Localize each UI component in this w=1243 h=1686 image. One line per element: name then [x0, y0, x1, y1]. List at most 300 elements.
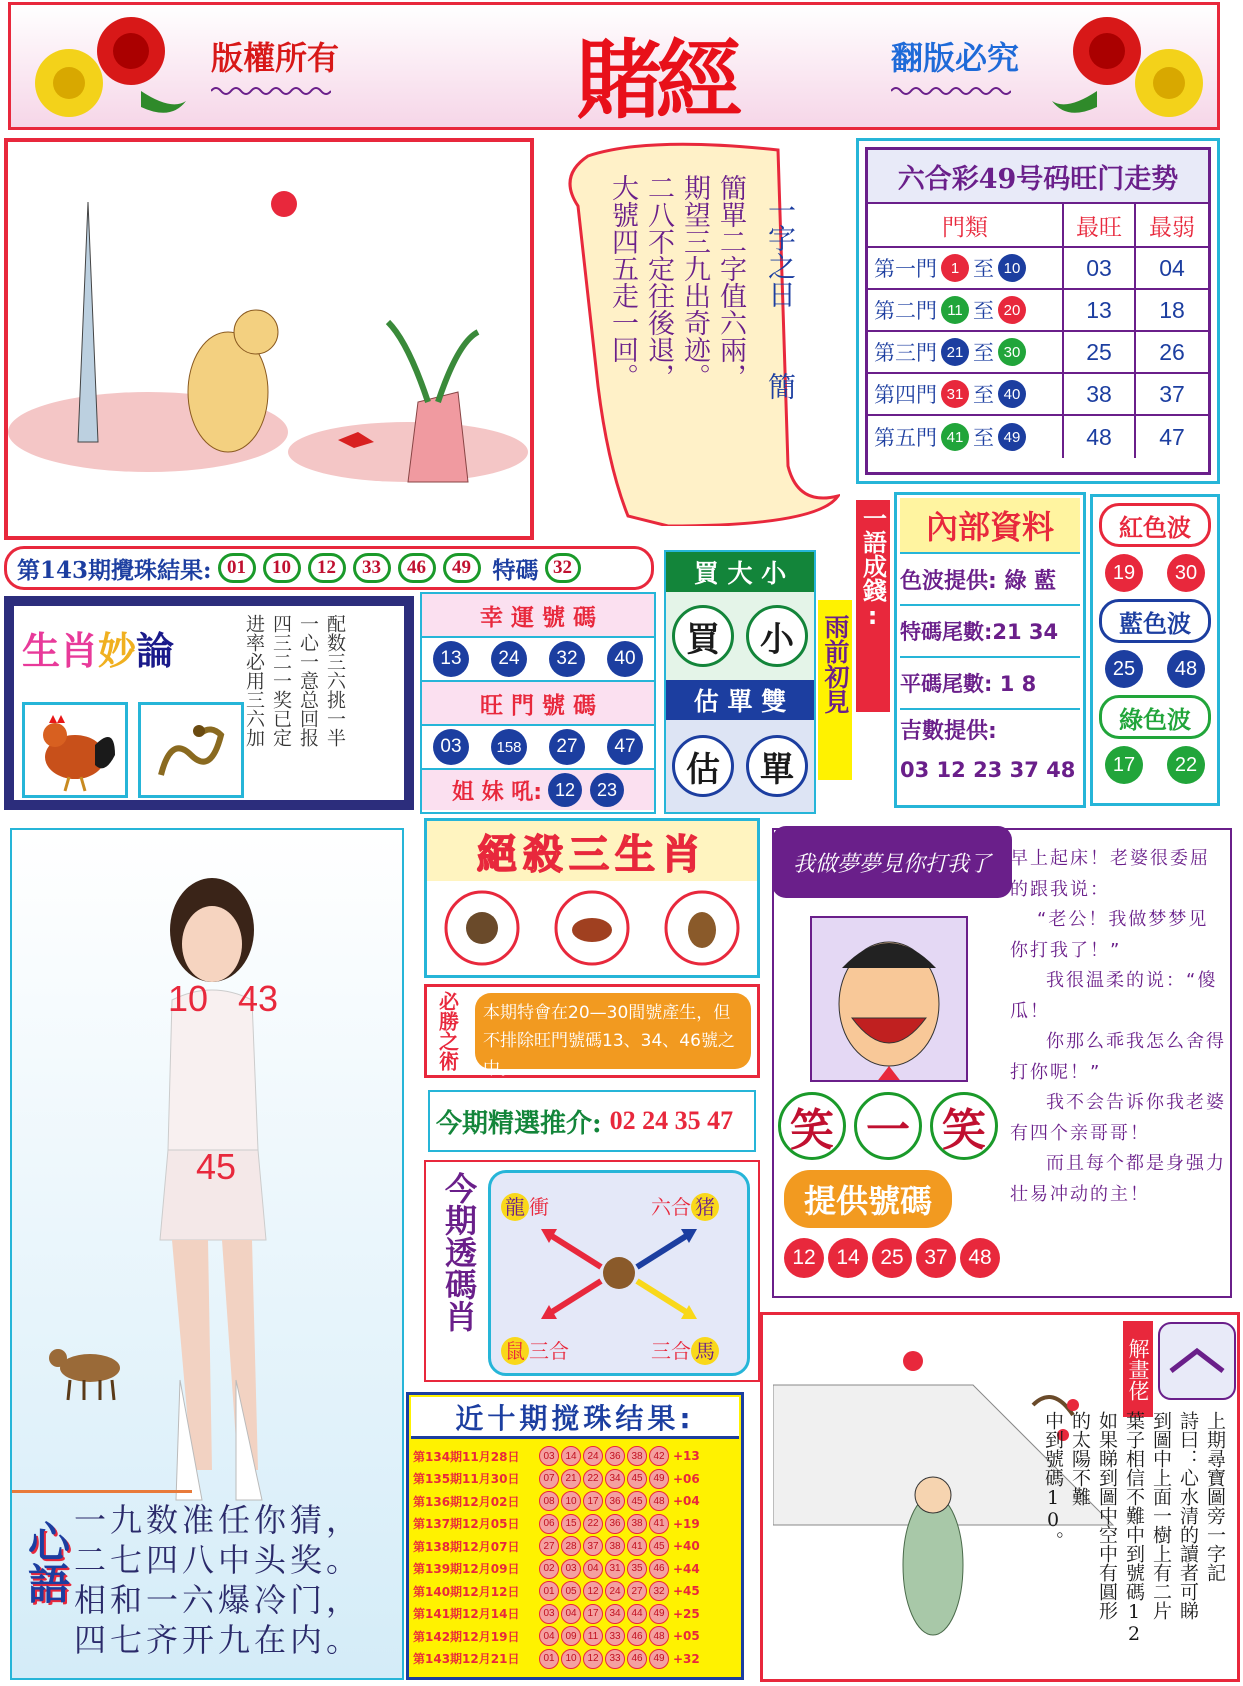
range-from-ball: 11	[941, 296, 969, 324]
recent-ball: 46	[649, 1559, 669, 1579]
recent-ball: 45	[649, 1536, 669, 1556]
recent-ball: 09	[561, 1626, 581, 1646]
joke-line: 我不会告诉你我老婆有四个亲哥哥！	[1010, 1092, 1226, 1144]
internal-title: 內部資料	[900, 498, 1080, 552]
kill-three-images	[427, 881, 757, 975]
recent-rows	[409, 1441, 741, 1674]
recent-ball: 46	[627, 1649, 647, 1669]
recent-ball: 17	[583, 1604, 603, 1624]
recent-row	[413, 1468, 737, 1491]
door-cold: 37	[1159, 380, 1185, 407]
door-hot: 25	[1064, 332, 1136, 372]
lucky-balls	[422, 638, 654, 682]
piracy-label: 翻版必究	[891, 39, 1020, 77]
recent-special: +04	[673, 1494, 700, 1509]
zodiac-direction-label: 今期透碼肖	[440, 1172, 478, 1332]
result-ball: 49	[443, 553, 481, 583]
monkey-illustration	[8, 142, 530, 536]
doors-table-title: 六合彩49号码旺门走势	[868, 150, 1208, 204]
laugh-ball: 笑	[930, 1092, 998, 1160]
recent-ball: 14	[561, 1446, 581, 1466]
copyright-label: 版權所有	[211, 39, 340, 77]
recent-ball: 10	[561, 1491, 581, 1511]
scroll-line-1: 簡單二字值六兩，	[715, 174, 746, 390]
heart-line: 一九数准任你猜，	[74, 1501, 363, 1539]
joke-panel	[772, 828, 1232, 1298]
win-tip-panel	[424, 984, 760, 1078]
recent-ball: 06	[539, 1514, 559, 1534]
provide-label: 提供號碼	[784, 1170, 952, 1228]
recent-ball: 36	[605, 1446, 625, 1466]
lucky-ball: 24	[491, 641, 527, 677]
doors-row	[868, 332, 1208, 374]
scroll-line-4: 大號四五走一回。	[607, 174, 638, 390]
range-to-ball: 10	[998, 254, 1026, 282]
special-label: 特碼	[492, 556, 539, 584]
internal-line-5: 03 12 23 37 48	[900, 758, 1076, 782]
dragon-image	[138, 702, 244, 798]
recent-ball: 33	[605, 1626, 625, 1646]
puzzle-text	[1039, 1411, 1228, 1677]
internal-line-1: 色波提供: 綠 藍	[900, 552, 1080, 604]
zodiac-panel	[4, 596, 414, 810]
col-cold: 最弱	[1149, 214, 1195, 241]
recent-ball: 34	[605, 1604, 625, 1624]
recent-ball: 28	[561, 1536, 581, 1556]
joke-line: 我很温柔的说：“傻瓜！	[1010, 970, 1218, 1022]
puzzle-line: 詩曰：心水清的讀者可睇	[1177, 1411, 1199, 1620]
recent-ball: 10	[561, 1649, 581, 1669]
scroll-line-2: 期望三九出奇迹。	[679, 174, 710, 390]
recent-ball: 45	[627, 1469, 647, 1489]
picture-puzzle-panel	[760, 1312, 1240, 1682]
internal-line-2: 特碼尾數:21 34	[900, 604, 1080, 656]
scroll-line-3: 二八不定往後退，	[643, 174, 674, 390]
dir-relation: 六合	[651, 1195, 691, 1219]
big-small-balls	[666, 592, 814, 680]
recent-ball: 03	[539, 1604, 559, 1624]
recent-ball: 05	[561, 1581, 581, 1601]
dir-zodiac: 龍	[501, 1193, 529, 1221]
recent-ball: 42	[649, 1446, 669, 1466]
range-from-ball: 1	[941, 254, 969, 282]
blue-wave-balls	[1093, 643, 1217, 695]
buy-ball: 買	[672, 605, 734, 667]
doors-row	[868, 416, 1208, 458]
zodiac-title-b: 妙	[98, 628, 137, 673]
recent-ball: 36	[605, 1514, 625, 1534]
dir-bottom-right	[651, 1335, 719, 1364]
model-number-2: 43	[238, 978, 279, 1019]
odd-even-title: 估 單 雙	[666, 680, 814, 720]
result-label: 第143期攪珠結果:	[17, 556, 212, 584]
recent-ball: 37	[583, 1536, 603, 1556]
door-cold: 47	[1159, 423, 1185, 450]
puzzle-line: 葉子相信不難中到號碼12	[1123, 1411, 1145, 1645]
internal-data-panel	[894, 492, 1086, 808]
direction-board	[488, 1170, 750, 1376]
range-to-ball: 20	[998, 296, 1026, 324]
recent-ball: 35	[627, 1559, 647, 1579]
model-number-1: 10	[168, 978, 209, 1019]
monkey-icon	[662, 888, 742, 968]
zodiac-inner	[14, 606, 404, 800]
col-hot: 最旺	[1064, 204, 1136, 246]
heart-line: 四七齐开九在内。	[74, 1621, 363, 1659]
recent-ball: 22	[583, 1469, 603, 1489]
door-hot: 13	[1064, 290, 1136, 330]
provide-ball: 25	[872, 1238, 912, 1278]
result-balls	[218, 553, 481, 583]
win-tip-text: 本期特會在20—30間號產生，但不排除旺門號碼13、34、46號之中。	[475, 993, 751, 1069]
joke-line: 你那么乖我怎么舍得打你呢！”	[1010, 1031, 1226, 1083]
door-hot: 03	[1064, 248, 1136, 288]
joke-line: “老公！我做梦梦见你打我了！”	[1010, 909, 1209, 961]
doors-row-range	[868, 374, 1064, 414]
range-to-label: 至	[973, 341, 994, 365]
odd-even-balls	[666, 720, 814, 812]
recent-ball: 38	[627, 1514, 647, 1534]
rooster-icon	[25, 705, 125, 795]
recent-row	[413, 1625, 737, 1648]
idiom-panel	[856, 500, 890, 712]
recent-period: 第137期12月05日	[413, 1517, 520, 1532]
door-name: 第二門	[874, 299, 937, 323]
internal-line-4: 吉數提供:	[900, 708, 1080, 748]
recent-special: +32	[673, 1651, 700, 1666]
idiom-label: 一語成錢:	[858, 506, 887, 630]
range-to-label: 至	[973, 383, 994, 407]
puzzle-line: 的太陽不難	[1069, 1411, 1091, 1506]
recent-ball: 27	[627, 1581, 647, 1601]
heart-poem	[74, 1500, 362, 1660]
blue-wave-label: 藍色波	[1099, 599, 1211, 643]
recent-ball: 22	[583, 1514, 603, 1534]
recent-period: 第138期12月07日	[413, 1539, 520, 1554]
doors-row-range	[868, 416, 1064, 458]
recent-ball: 17	[583, 1491, 603, 1511]
recent-ball: 15	[561, 1514, 581, 1534]
kill-three-title: 絕殺三生肖	[427, 821, 757, 881]
col-door: 門類	[868, 204, 1064, 246]
zodiac-title	[22, 620, 174, 675]
recent-ball: 36	[605, 1491, 625, 1511]
dragon-icon	[141, 705, 241, 795]
range-to-label: 至	[973, 257, 994, 281]
guess-ball: 估	[672, 735, 734, 797]
range-from-ball: 41	[941, 423, 969, 451]
idiom-text: 雨前初見	[821, 614, 850, 714]
kill-three-panel	[424, 818, 760, 978]
lucky-numbers-panel	[420, 592, 656, 814]
wave-ball: 19	[1105, 554, 1143, 592]
recent-ball: 03	[539, 1446, 559, 1466]
lucky-ball: 13	[433, 641, 469, 677]
heart-line: 二七四八中头奖。	[74, 1541, 363, 1579]
wave-line	[211, 85, 331, 97]
cartoon-face	[810, 916, 968, 1082]
recent-ball: 12	[583, 1649, 603, 1669]
recent-row	[413, 1558, 737, 1581]
model-number-3: 45	[196, 1146, 237, 1187]
recent-special: +45	[673, 1584, 700, 1599]
recent-ball: 27	[539, 1536, 559, 1556]
hot-title: 旺 門 號 碼	[422, 682, 654, 726]
provide-ball: 48	[960, 1238, 1000, 1278]
recent-ball: 02	[539, 1559, 559, 1579]
doors-table-panel	[856, 138, 1220, 484]
recent-ball: 34	[605, 1469, 625, 1489]
recent-ball: 11	[583, 1626, 603, 1646]
page-title: 賭經	[576, 30, 736, 131]
recent-ball: 48	[649, 1491, 669, 1511]
recent-ball: 07	[539, 1469, 559, 1489]
zodiac-poem-line: 四三二一奖已定	[270, 614, 292, 747]
big-small-panel	[664, 550, 816, 814]
recent-ball: 31	[605, 1559, 625, 1579]
monkey-icon	[442, 888, 522, 968]
recent-period: 第142期12月19日	[413, 1629, 520, 1644]
goat-icon	[40, 1328, 140, 1408]
dir-top-right	[651, 1191, 719, 1220]
recent-row	[413, 1648, 737, 1671]
heart-label	[16, 1520, 71, 1604]
doors-row-range	[868, 290, 1064, 330]
range-to-ball: 30	[998, 338, 1026, 366]
recent-row	[413, 1535, 737, 1558]
recent-ball: 24	[583, 1446, 603, 1466]
rooster-image	[22, 702, 128, 798]
recent-period: 第139期12月09日	[413, 1562, 520, 1577]
recent-ball: 33	[605, 1649, 625, 1669]
green-wave-balls	[1093, 739, 1217, 791]
puzzle-line: 中到號碼10。	[1042, 1411, 1064, 1550]
doors-row	[868, 290, 1208, 332]
dir-relation: 衝	[529, 1195, 549, 1219]
provide-ball: 37	[916, 1238, 956, 1278]
recent-period: 第134期11月28日	[413, 1449, 520, 1464]
range-from-ball: 21	[941, 338, 969, 366]
laugh-ball: 一	[854, 1092, 922, 1160]
recent-ball: 12	[583, 1581, 603, 1601]
big-small-title: 買 大 小	[666, 552, 814, 592]
monkey-picture	[4, 138, 534, 540]
provide-ball: 14	[828, 1238, 868, 1278]
recent-ball: 49	[649, 1649, 669, 1669]
dir-relation: 三合	[529, 1339, 569, 1363]
scroll-poem	[548, 136, 840, 526]
recent-special: +05	[673, 1629, 700, 1644]
joke-text	[1010, 844, 1228, 1210]
wave-line	[891, 85, 1011, 97]
red-wave-label: 紅色波	[1099, 503, 1211, 547]
puzzle-line: 到圖中上面一樹上有二片	[1150, 1411, 1172, 1620]
range-to-ball: 40	[998, 380, 1026, 408]
heart-line: 相和一六爆冷门，	[74, 1581, 363, 1619]
recent-ball: 04	[539, 1626, 559, 1646]
recent-special: +06	[673, 1471, 700, 1486]
recent-ball: 32	[649, 1581, 669, 1601]
sister-balls	[548, 773, 624, 807]
recent-ball: 44	[627, 1604, 647, 1624]
result-ball: 10	[263, 553, 301, 583]
wave-ball: 30	[1167, 554, 1205, 592]
rose-icon	[1047, 11, 1217, 125]
recent-row	[413, 1513, 737, 1536]
sister-row	[422, 770, 654, 810]
door-name: 第四門	[874, 383, 937, 407]
zodiac-direction-panel	[424, 1160, 760, 1382]
small-ball: 小	[746, 605, 808, 667]
provide-ball: 12	[784, 1238, 824, 1278]
green-wave-label: 綠色波	[1099, 695, 1211, 739]
lucky-ball: 40	[607, 641, 643, 677]
doors-row	[868, 374, 1208, 416]
recent-ball: 01	[539, 1649, 559, 1669]
recent-ball: 38	[605, 1536, 625, 1556]
model-panel	[10, 828, 404, 1680]
recent-special: +40	[673, 1539, 700, 1554]
recent-ball: 41	[649, 1514, 669, 1534]
lucky-title: 幸 運 號 碼	[422, 594, 654, 638]
wave-ball: 17	[1105, 746, 1143, 784]
dir-top-left	[501, 1191, 549, 1220]
wave-ball: 25	[1105, 650, 1143, 688]
doors-row-range	[868, 248, 1064, 288]
doors-row	[868, 248, 1208, 290]
rose-left-image	[21, 11, 191, 125]
result-ball: 01	[218, 553, 256, 583]
wave-ball: 48	[1167, 650, 1205, 688]
recent-special: +44	[673, 1561, 700, 1576]
laughing-face-icon	[812, 918, 966, 1080]
recent-ball: 24	[605, 1581, 625, 1601]
sister-ball: 12	[548, 773, 582, 807]
hot-balls	[422, 726, 654, 770]
recent-ball: 46	[627, 1626, 647, 1646]
zodiac-title-a: 生肖	[22, 628, 99, 673]
header-banner	[8, 2, 1220, 130]
recent-row	[413, 1445, 737, 1468]
sister-label: 姐 妹 吼:	[451, 779, 543, 805]
recent-ball: 49	[649, 1604, 669, 1624]
door-cold: 26	[1159, 338, 1185, 365]
door-name: 第一門	[874, 257, 937, 281]
recent-special: +25	[673, 1606, 700, 1621]
door-cold: 18	[1159, 296, 1185, 323]
laugh-ball: 笑	[778, 1092, 846, 1160]
range-to-label: 至	[973, 426, 994, 450]
win-tip-label: 必勝之術	[435, 991, 460, 1071]
dir-bottom-left	[501, 1335, 569, 1364]
hot-ball: 03	[433, 729, 469, 765]
zodiac-poem-line: 一心一意总回报	[297, 614, 319, 747]
result-ball: 33	[353, 553, 391, 583]
joke-line: 早上起床！老婆很委屈的跟我说：	[1010, 848, 1210, 900]
dir-zodiac: 馬	[691, 1337, 719, 1365]
recent-ball: 38	[627, 1446, 647, 1466]
provide-balls	[784, 1238, 1000, 1278]
ox-icon	[552, 888, 632, 968]
puzzle-line: 如果睇到圖中空中有圓形	[1096, 1411, 1118, 1620]
heart-divider	[12, 1490, 192, 1493]
puzzle-label: 解畫佬	[1123, 1321, 1153, 1417]
recent-special: +13	[673, 1449, 700, 1464]
zodiac-title-c: 論	[136, 628, 175, 673]
wave-ball: 22	[1167, 746, 1205, 784]
hot-ball: 158	[491, 729, 527, 765]
door-hot: 38	[1064, 374, 1136, 414]
recent-row	[413, 1603, 737, 1626]
rose-right-image	[1047, 11, 1217, 125]
laugh-row	[778, 1092, 998, 1160]
hot-ball: 27	[549, 729, 585, 765]
red-wave-balls	[1093, 547, 1217, 599]
special-ball: 32	[545, 553, 581, 583]
recent-ball: 48	[649, 1626, 669, 1646]
dir-zodiac: 鼠	[501, 1337, 529, 1365]
result-bar	[4, 546, 654, 590]
heart-label-text: 心語	[22, 1520, 71, 1604]
lucky-ball: 32	[549, 641, 585, 677]
pick-panel	[428, 1090, 756, 1152]
doors-table-frame	[865, 147, 1211, 475]
dir-relation: 三合	[651, 1339, 691, 1363]
pick-numbers: 02 24 35 47	[609, 1106, 734, 1135]
recent-ball: 04	[561, 1604, 581, 1624]
door-hot: 48	[1064, 416, 1136, 458]
hot-ball: 47	[607, 729, 643, 765]
recent-period: 第140期12月12日	[413, 1584, 520, 1599]
recent-period: 第143期12月21日	[413, 1652, 520, 1667]
scroll-title: 一字之日	[764, 196, 797, 308]
recent-period: 第141期12月14日	[413, 1607, 520, 1622]
door-name: 第三門	[874, 341, 937, 365]
color-wave-panel	[1090, 494, 1220, 806]
door-cold: 04	[1159, 254, 1185, 281]
recent-row	[413, 1490, 737, 1513]
recent-results-panel	[406, 1392, 744, 1680]
handshake-icon	[1157, 1321, 1237, 1401]
recent-ball: 08	[539, 1491, 559, 1511]
result-ball: 46	[398, 553, 436, 583]
joke-title: 我做夢夢見你打我了	[772, 826, 1012, 898]
zodiac-poem-line: 进率必用三六加	[243, 614, 265, 747]
range-to-ball: 49	[998, 423, 1026, 451]
recent-ball: 49	[649, 1469, 669, 1489]
puzzle-line: 上期尋寶圖旁一字記	[1204, 1411, 1226, 1582]
range-to-label: 至	[973, 299, 994, 323]
pick-label: 今期精選推介:	[436, 1108, 602, 1139]
range-from-ball: 31	[941, 380, 969, 408]
scroll-end: 簡	[764, 372, 797, 400]
doors-table-body	[868, 248, 1208, 458]
zodiac-poem-line: 配数三六挑一半	[324, 614, 346, 747]
result-ball: 12	[308, 553, 346, 583]
recent-ball: 21	[561, 1469, 581, 1489]
doors-table-header	[868, 204, 1208, 248]
odd-ball: 單	[746, 735, 808, 797]
idiom-text-panel	[818, 600, 852, 780]
recent-period: 第136期12月02日	[413, 1494, 520, 1509]
internal-line-3: 平碼尾數: 1 8	[900, 656, 1080, 708]
recent-title: 近十期搅珠结果:	[411, 1397, 739, 1439]
recent-ball: 01	[539, 1581, 559, 1601]
dir-zodiac: 猪	[691, 1193, 719, 1221]
sister-ball: 23	[590, 773, 624, 807]
recent-ball: 04	[583, 1559, 603, 1579]
recent-ball: 41	[627, 1536, 647, 1556]
